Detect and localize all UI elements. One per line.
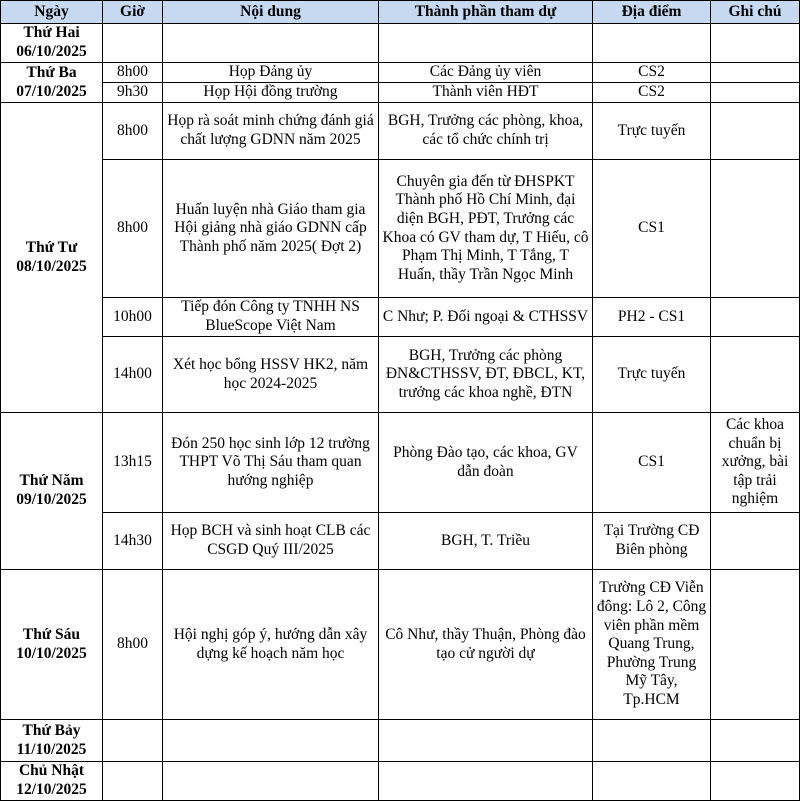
time-cell: 10h00 <box>103 298 163 337</box>
note-cell <box>711 63 800 83</box>
table-row <box>1 24 800 63</box>
location-cell <box>593 720 711 762</box>
note-cell <box>711 720 800 762</box>
note-cell <box>711 762 800 801</box>
day-name: Thứ Ba <box>26 63 77 81</box>
header-time: Giờ <box>103 1 163 24</box>
day-date: 12/10/2025 <box>16 781 87 798</box>
day-name: Thứ Tư <box>25 238 78 256</box>
participants-cell: Thành viên HĐT <box>379 83 593 103</box>
note-cell <box>711 24 800 63</box>
participants-cell: Các Đảng ủy viên <box>379 63 593 83</box>
location-cell <box>593 24 711 63</box>
table-row <box>1 298 800 337</box>
day-name: Thứ Năm <box>19 472 84 490</box>
content-cell: Họp Hội đồng trường <box>163 83 379 103</box>
location-cell: Trực tuyến <box>593 103 711 160</box>
location-cell: Trực tuyến <box>593 337 711 413</box>
location-cell: CS1 <box>593 413 711 513</box>
location-cell: CS2 <box>593 83 711 103</box>
participants-cell <box>379 24 593 63</box>
header-day: Ngày <box>1 1 103 24</box>
table-row <box>1 413 800 513</box>
time-cell: 8h00 <box>103 570 163 720</box>
day-cell <box>1 24 103 63</box>
table-row <box>1 83 800 103</box>
table-row <box>1 160 800 298</box>
table-row <box>1 337 800 413</box>
time-cell: 13h15 <box>103 413 163 513</box>
day-cell <box>1 720 103 762</box>
day-name: Thứ Sáu <box>22 625 81 643</box>
content-cell: Hội nghị góp ý, hướng dẫn xây dựng kế hoạch năm học <box>163 570 379 720</box>
participants-cell: C Như; P. Đối ngoại & CTHSSV <box>379 298 593 337</box>
content-cell <box>163 24 379 63</box>
location-cell <box>593 762 711 801</box>
participants-cell: BGH, T. Triều <box>379 513 593 570</box>
note-cell: Các khoa chuẩn bị xưởng, bài tập trải nghiệm <box>711 413 800 513</box>
day-date: 10/10/2025 <box>16 644 87 662</box>
header-location: Địa điểm <box>593 1 711 24</box>
content-cell: Họp BCH và sinh hoạt CLB các CSGD Quý III/2025 <box>163 513 379 570</box>
content-cell: Đón 250 học sinh lớp 12 trường THPT Võ Thị Sáu tham quan hướng nghiệp <box>163 413 379 513</box>
note-cell <box>711 298 800 337</box>
participants-cell: BGH, Trưởng các phòng, khoa, các tổ chức chính trị <box>379 103 593 160</box>
participants-cell <box>379 720 593 762</box>
content-cell: Họp Đảng ủy <box>163 63 379 83</box>
header-row <box>1 1 800 24</box>
content-cell: Họp rà soát minh chứng đánh giá chất lượng GDNN năm 2025 <box>163 103 379 160</box>
table-row <box>1 720 800 762</box>
content-cell: Xét học bổng HSSV HK2, năm học 2024-2025 <box>163 337 379 413</box>
location-cell: CS2 <box>593 63 711 83</box>
day-cell <box>1 413 103 570</box>
time-cell <box>103 720 163 762</box>
time-cell: 8h00 <box>103 160 163 298</box>
day-date: 06/10/2025 <box>16 43 87 60</box>
participants-cell <box>379 762 593 801</box>
time-cell <box>103 762 163 801</box>
header-participants: Thành phần tham dự <box>379 1 593 24</box>
location-cell: CS1 <box>593 160 711 298</box>
table-row <box>1 762 800 801</box>
time-cell: 8h00 <box>103 103 163 160</box>
day-name: Chủ Nhật <box>18 762 85 780</box>
day-cell <box>1 103 103 413</box>
content-cell <box>163 720 379 762</box>
table-row <box>1 570 800 720</box>
location-cell: Tại Trường CĐ Biên phòng <box>593 513 711 570</box>
location-cell: PH2 - CS1 <box>593 298 711 337</box>
content-cell <box>163 762 379 801</box>
note-cell <box>711 160 800 298</box>
note-cell <box>711 337 800 413</box>
table-row <box>1 513 800 570</box>
day-date: 07/10/2025 <box>16 82 87 100</box>
header-content: Nội dung <box>163 1 379 24</box>
day-name: Thứ Hai <box>23 24 80 42</box>
day-cell <box>1 762 103 801</box>
time-cell <box>103 24 163 63</box>
participants-cell: BGH, Trưởng các phòng ĐN&CTHSSV, ĐT, ĐBCL, KT, trưởng các khoa nghề, ĐTN <box>379 337 593 413</box>
day-date: 09/10/2025 <box>16 491 87 508</box>
table-row <box>1 63 800 83</box>
header-note: Ghi chú <box>711 1 800 24</box>
day-date: 08/10/2025 <box>16 257 87 275</box>
participants-cell: Cô Như, thầy Thuận, Phòng đào tạo cử người dự <box>379 570 593 720</box>
note-cell <box>711 83 800 103</box>
day-date: 11/10/2025 <box>16 740 87 758</box>
time-cell: 14h30 <box>103 513 163 570</box>
note-cell <box>711 513 800 570</box>
content-cell: Huấn luyện nhà Giáo tham gia Hội giảng nhà giáo GDNN cấp Thành phố năm 2025( Đợt 2) <box>163 160 379 298</box>
location-cell: Trường CĐ Viễn đông: Lô 2, Công viên phần mềm Quang Trung, Phường Trung Mỹ Tây, Tp.HCM <box>593 570 711 720</box>
time-cell: 8h00 <box>103 63 163 83</box>
participants-cell: Phòng Đào tạo, các khoa, GV dẫn đoàn <box>379 413 593 513</box>
time-cell: 9h30 <box>103 83 163 103</box>
table-row <box>1 103 800 160</box>
day-name: Thứ Bảy <box>22 721 81 739</box>
content-cell: Tiếp đón Công ty TNHH NS BlueScope Việt Nam <box>163 298 379 337</box>
note-cell <box>711 103 800 160</box>
participants-cell: Chuyên gia đến từ ĐHSPKT Thành phố Hồ Chí Minh, đại diện BGH, PĐT, Trưởng các Khoa có GV tham dự, T Hiếu, cô Phạm Thị Minh, T Tắng, T Huấn, thầy Trần Ngọc Minh <box>379 160 593 298</box>
time-cell: 14h00 <box>103 337 163 413</box>
day-cell <box>1 570 103 720</box>
note-cell <box>711 570 800 720</box>
day-cell <box>1 63 103 103</box>
